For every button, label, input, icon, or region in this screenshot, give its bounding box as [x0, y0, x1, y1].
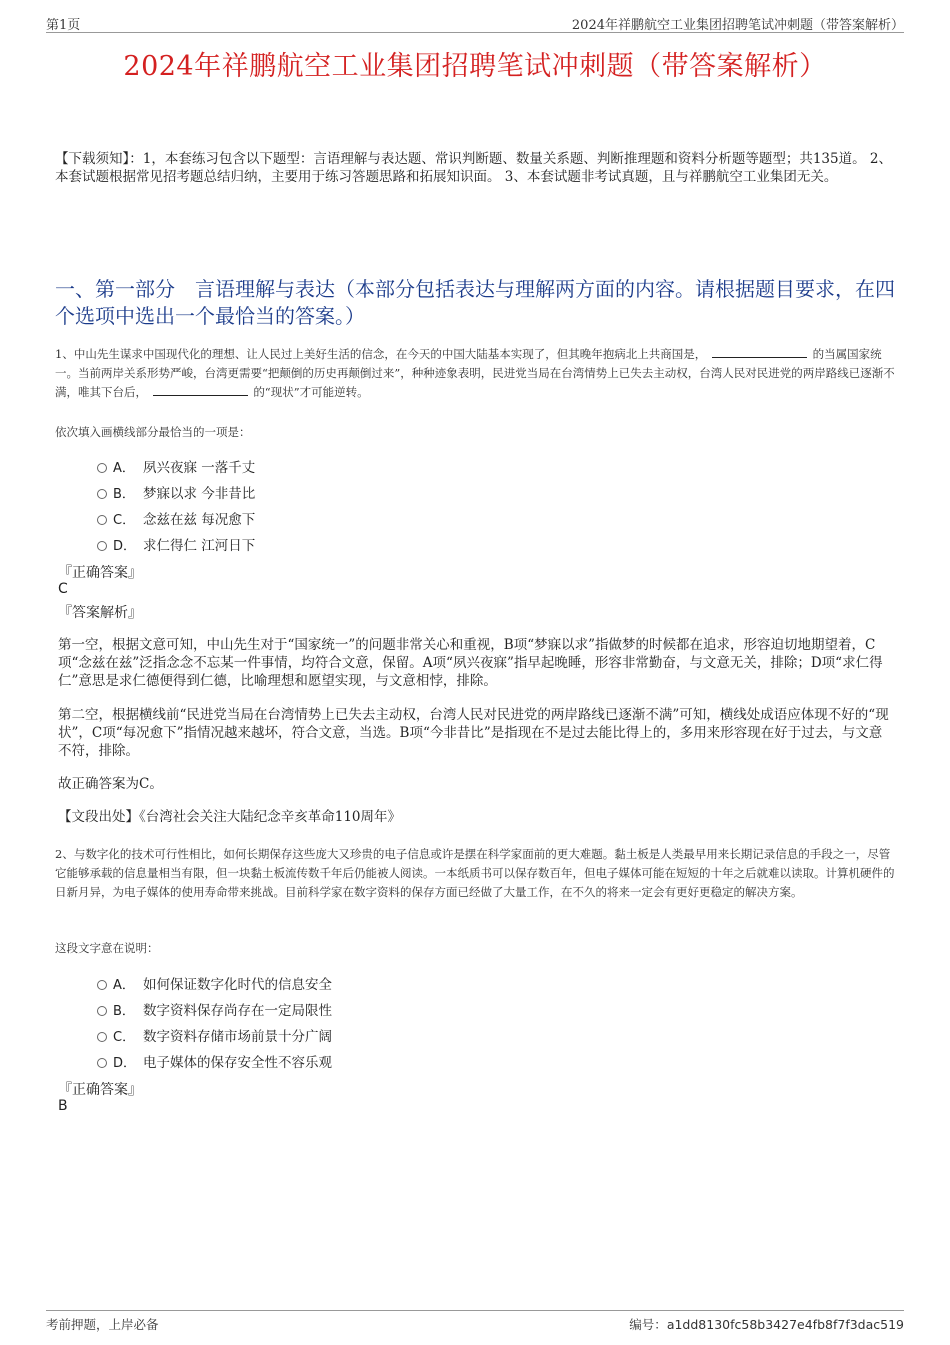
header-doc-title: 2024年祥鹏航空工业集团招聘笔试冲刺题（带答案解析） [571, 18, 904, 33]
question-1-answer: C [58, 581, 68, 597]
footer-slogan: 考前押题，上岸必备 [46, 1317, 159, 1332]
question-2-option-d[interactable]: D． 电子媒体的保存安全性不容乐观 [97, 1051, 332, 1071]
question-1-stem-part3: 的“现状”才可能逆转。 [253, 385, 369, 399]
fill-blank-2 [153, 383, 248, 396]
question-2-option-c[interactable]: C． 数字资料存储市场前景十分广阔 [97, 1025, 332, 1045]
question-1-analysis-1: 第一空，根据文意可知，中山先生对于“国家统一”的问题非常关心和重视，B项“梦寐以求”指做梦的时候都在追求，形容迫切地期望着，C项“念兹在兹”泛指念念不忘某一件事情，均符合文意，保留。A项“夙兴夜寐”指早起晚睡，形容非常勤奋，与文意无关，排除；D项“求仁得仁”意思是求仁德便得到仁德，比喻理想和愿望实现，与文意相悖，排除。 [58, 637, 883, 689]
page-number: 第1页 [46, 18, 81, 33]
question-2-option-a[interactable]: A． 如何保证数字化时代的信息安全 [97, 973, 332, 993]
footer-code-value: a1dd8130fc58b3427e4fb8f7f3dac519 [666, 1317, 904, 1332]
radio-icon[interactable] [97, 1032, 107, 1042]
question-1-option-a[interactable]: A． 夙兴夜寐 一落千丈 [97, 456, 255, 476]
section-heading: 一、第一部分 言语理解与表达（本部分包括表达与理解两方面的内容。请根据题目要求，在四个选项中选出一个最恰当的答案。） [55, 277, 895, 328]
question-1-stem-part2: 的当属国家统一。当前两岸关系形势严峻，台湾更需要“把颠倒的历史再颠倒过来”，种种迹象表明，民进党当局在台湾情势上已失去主动权，台湾人民对民进党的两岸路线已逐渐不满，唯其下台后， [55, 347, 895, 399]
question-1-analysis-2: 第二空，根据横线前“民进党当局在台湾情势上已失去主动权，台湾人民对民进党的两岸路线已逐渐不满”可知，横线处成语应体现不好的“现状”，C项“每况愈下”指情况越来越坏，符合文意，当选。B项“今非昔比”是指现在不是过去能比得上的，多用来形容现在好于过去，与文意不符，排除。 [58, 707, 889, 759]
radio-icon[interactable] [97, 489, 107, 499]
radio-icon[interactable] [97, 515, 107, 525]
footer-code [629, 1315, 904, 1333]
question-1-analysis-label: 『答案解析』 [58, 605, 142, 621]
fill-blank-1 [712, 345, 807, 358]
question-1-option-d[interactable]: D． 求仁得仁 江河日下 [97, 534, 255, 554]
radio-icon[interactable] [97, 463, 107, 473]
radio-icon[interactable] [97, 1006, 107, 1016]
question-1-analysis-3: 故正确答案为C。 [58, 776, 163, 792]
question-1-answer-label: 『正确答案』 [58, 565, 142, 581]
question-1-stem-part1: 1、中山先生谋求中国现代化的理想、让人民过上美好生活的信念，在今天的中国大陆基本实现了，但其晚年抱病北上共商国是， [55, 347, 707, 361]
question-2-stem: 2、与数字化的技术可行性相比，如何长期保存这些庞大又珍贵的电子信息或许是摆在科学家面前的更大难题。黏土板是人类最早用来长期记录信息的手段之一，尽管它能够承载的信息量相当有限，但一块黏土板流传数千年后仍能被人阅读。一本纸质书可以保存数百年，但电子媒体可能在短短的十年之后就难以读取。计算机硬件的日新月异，为电子媒体的使用寿命带来挑战。目前科学家在数字资料的保存方面已经做了大量工作，在不久的将来一定会有更好更稳定的解决方案。 [55, 847, 895, 899]
page-header [46, 12, 904, 33]
question-1-source: 【文段出处】《台湾社会关注大陆纪念辛亥革命110周年》 [58, 809, 402, 825]
question-2-answer-label: 『正确答案』 [58, 1082, 142, 1098]
question-2-answer: B [58, 1098, 68, 1114]
radio-icon[interactable] [97, 980, 107, 990]
radio-icon[interactable] [97, 1058, 107, 1068]
question-1-option-c[interactable]: C． 念兹在兹 每况愈下 [97, 508, 255, 528]
question-2-prompt: 这段文字意在说明： [55, 941, 159, 955]
question-1-prompt: 依次填入画横线部分最恰当的一项是： [55, 425, 251, 439]
document-title: 2024年祥鹏航空工业集团招聘笔试冲刺题（带答案解析） [123, 51, 827, 82]
question-1-option-b[interactable]: B． 梦寐以求 今非昔比 [97, 482, 255, 502]
question-2-option-b[interactable]: B． 数字资料保存尚存在一定局限性 [97, 999, 332, 1019]
page-footer [46, 1310, 904, 1333]
footer-code-label: 编号： [629, 1317, 667, 1332]
download-notice: 【下载须知】：1，本套练习包含以下题型：言语理解与表达题、常识判断题、数量关系题、判断推理题和资料分析题等题型；共135道。 2、本套试题根据常见招考题总结归纳，主要用于练习答题思路和拓展知识面。 3、本套试题非考试真题，且与祥鹏航空工业集团无关。 [55, 151, 892, 185]
radio-icon[interactable] [97, 541, 107, 551]
question-1-stem [55, 345, 900, 402]
